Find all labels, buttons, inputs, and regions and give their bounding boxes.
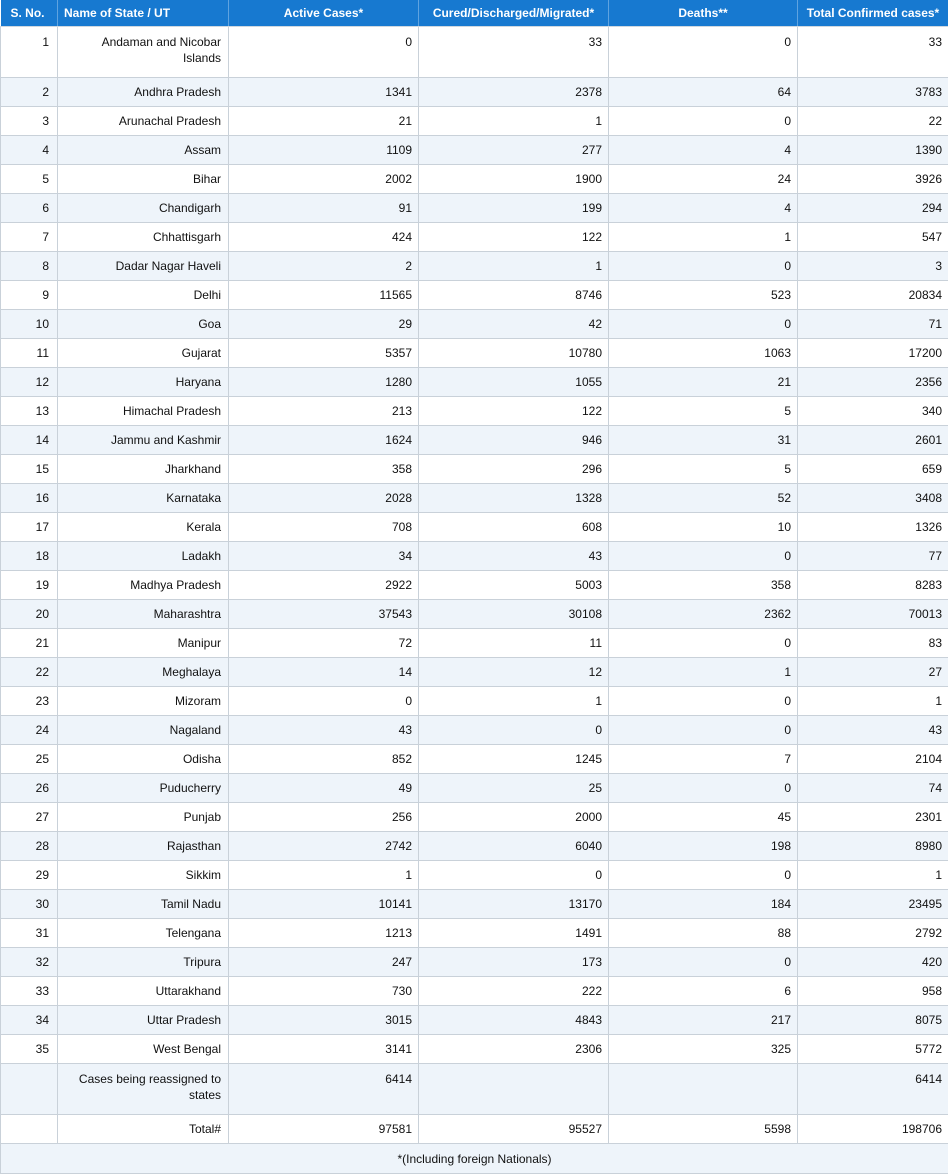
- cell-state-name: Kerala: [58, 513, 229, 542]
- cell-sno: 25: [1, 745, 58, 774]
- cell-active-cases: 2: [229, 252, 419, 281]
- cell-sno: 23: [1, 687, 58, 716]
- cell-total-confirmed: 8283: [798, 571, 948, 600]
- header-total-confirmed: Total Confirmed cases*: [798, 0, 948, 27]
- cell-active-cases: 1109: [229, 136, 419, 165]
- cell-deaths: 4: [609, 136, 798, 165]
- cell-state-name: Meghalaya: [58, 658, 229, 687]
- cell-deaths: 0: [609, 542, 798, 571]
- cell-deaths: 6: [609, 977, 798, 1006]
- cell-active-cases: 91: [229, 194, 419, 223]
- cell-state-name: Delhi: [58, 281, 229, 310]
- cell-active-cases: 72: [229, 629, 419, 658]
- cell-sno: 18: [1, 542, 58, 571]
- cell-sno: 12: [1, 368, 58, 397]
- cell-cured: 199: [419, 194, 609, 223]
- header-cured: Cured/Discharged/Migrated*: [419, 0, 609, 27]
- table-row: [1, 397, 948, 426]
- cell-deaths: 0: [609, 27, 798, 78]
- cell-cured: 1328: [419, 484, 609, 513]
- cell-deaths: 0: [609, 948, 798, 977]
- header-state-name: Name of State / UT: [58, 0, 229, 27]
- cell-sno: 4: [1, 136, 58, 165]
- cell-active-cases: 49: [229, 774, 419, 803]
- cell-state-name: Ladakh: [58, 542, 229, 571]
- table-row: [1, 687, 948, 716]
- table-row: [1, 27, 948, 78]
- table-row: [1, 484, 948, 513]
- cell-state-name: Mizoram: [58, 687, 229, 716]
- cell-sno: 31: [1, 919, 58, 948]
- cell-state-name: Uttarakhand: [58, 977, 229, 1006]
- cell-active-cases: 213: [229, 397, 419, 426]
- cell-total-confirmed: 3926: [798, 165, 948, 194]
- table-row: [1, 426, 948, 455]
- cell-active-cases: 1: [229, 861, 419, 890]
- cell-total-confirmed: 1: [798, 687, 948, 716]
- cell-cured: 296: [419, 455, 609, 484]
- table-row: [1, 281, 948, 310]
- cell-cured: 1: [419, 687, 609, 716]
- cell-state-name: Jammu and Kashmir: [58, 426, 229, 455]
- cell-total-confirmed: 23495: [798, 890, 948, 919]
- cell-cured: 12: [419, 658, 609, 687]
- cell-cured: 1055: [419, 368, 609, 397]
- cell-sno: 29: [1, 861, 58, 890]
- cell-cured: 277: [419, 136, 609, 165]
- cell-total-confirmed: 659: [798, 455, 948, 484]
- cell-active-cases: 852: [229, 745, 419, 774]
- cell-total-confirmed: 22: [798, 107, 948, 136]
- cell-state-name: Sikkim: [58, 861, 229, 890]
- cell-deaths: 325: [609, 1035, 798, 1064]
- cell-state-name: Andaman and Nicobar Islands: [58, 27, 229, 78]
- cell-state-name: Gujarat: [58, 339, 229, 368]
- cell-sno: 33: [1, 977, 58, 1006]
- table-row: [1, 1006, 948, 1035]
- cell-deaths: 0: [609, 687, 798, 716]
- cell-state-name: Uttar Pradesh: [58, 1006, 229, 1035]
- cell-cured: 11: [419, 629, 609, 658]
- cell-state-name: Cases being reassigned to states: [58, 1064, 229, 1115]
- cell-deaths: 184: [609, 890, 798, 919]
- cell-total-confirmed: 420: [798, 948, 948, 977]
- cell-deaths: 31: [609, 426, 798, 455]
- cell-active-cases: 247: [229, 948, 419, 977]
- table-row: [1, 803, 948, 832]
- table-row: [1, 774, 948, 803]
- table-row: [1, 368, 948, 397]
- cell-state-name: Chandigarh: [58, 194, 229, 223]
- cell-deaths: 0: [609, 252, 798, 281]
- table-row: [1, 339, 948, 368]
- cell-state-name: Arunachal Pradesh: [58, 107, 229, 136]
- cell-active-cases: 11565: [229, 281, 419, 310]
- cell-sno: 19: [1, 571, 58, 600]
- table-row: [1, 252, 948, 281]
- cell-cured: 222: [419, 977, 609, 1006]
- table-row: [1, 745, 948, 774]
- cell-total-confirmed: 17200: [798, 339, 948, 368]
- cell-deaths: 217: [609, 1006, 798, 1035]
- cell-sno: 5: [1, 165, 58, 194]
- cell-cured: 608: [419, 513, 609, 542]
- table-row: [1, 919, 948, 948]
- cell-cured: [419, 1064, 609, 1115]
- cell-sno: 1: [1, 27, 58, 78]
- cell-total-confirmed: 198706: [798, 1115, 948, 1144]
- cell-cured: 0: [419, 861, 609, 890]
- cell-total-confirmed: 2601: [798, 426, 948, 455]
- cell-state-name: Andhra Pradesh: [58, 78, 229, 107]
- cell-deaths: 7: [609, 745, 798, 774]
- cell-deaths: 0: [609, 716, 798, 745]
- cell-sno: 20: [1, 600, 58, 629]
- cell-cured: 25: [419, 774, 609, 803]
- cell-cured: 1491: [419, 919, 609, 948]
- header-row: [1, 0, 948, 27]
- cell-state-name: Haryana: [58, 368, 229, 397]
- cell-active-cases: 5357: [229, 339, 419, 368]
- table-row: [1, 658, 948, 687]
- cell-cured: 946: [419, 426, 609, 455]
- cell-deaths: 0: [609, 629, 798, 658]
- cell-total-confirmed: 8980: [798, 832, 948, 861]
- cell-total-confirmed: 70013: [798, 600, 948, 629]
- cell-deaths: 5: [609, 455, 798, 484]
- cell-total-confirmed: 1326: [798, 513, 948, 542]
- cell-sno: 2: [1, 78, 58, 107]
- cell-sno: 6: [1, 194, 58, 223]
- table-row: [1, 165, 948, 194]
- cell-active-cases: 34: [229, 542, 419, 571]
- cell-deaths: 1: [609, 658, 798, 687]
- cell-cured: 1: [419, 107, 609, 136]
- cell-cured: 122: [419, 397, 609, 426]
- cell-deaths: 358: [609, 571, 798, 600]
- cell-deaths: 1: [609, 223, 798, 252]
- cell-sno: 9: [1, 281, 58, 310]
- cell-total-confirmed: 1390: [798, 136, 948, 165]
- cell-active-cases: 1341: [229, 78, 419, 107]
- cell-active-cases: 2002: [229, 165, 419, 194]
- table-row: [1, 1035, 948, 1064]
- cell-deaths: 4: [609, 194, 798, 223]
- cell-total-confirmed: 33: [798, 27, 948, 78]
- cell-deaths: 21: [609, 368, 798, 397]
- cell-active-cases: 708: [229, 513, 419, 542]
- cell-sno: 35: [1, 1035, 58, 1064]
- cell-state-name: Maharashtra: [58, 600, 229, 629]
- cell-total-confirmed: 3: [798, 252, 948, 281]
- cell-cured: 8746: [419, 281, 609, 310]
- cell-state-name: Punjab: [58, 803, 229, 832]
- cell-cured: 173: [419, 948, 609, 977]
- cell-sno: 14: [1, 426, 58, 455]
- table-row: [1, 629, 948, 658]
- cell-sno: [1, 1115, 58, 1144]
- cell-deaths: 88: [609, 919, 798, 948]
- cell-cured: 95527: [419, 1115, 609, 1144]
- cell-total-confirmed: 2792: [798, 919, 948, 948]
- table-row: [1, 977, 948, 1006]
- cell-total-confirmed: 83: [798, 629, 948, 658]
- cell-active-cases: 1624: [229, 426, 419, 455]
- table-row: [1, 136, 948, 165]
- cell-sno: 27: [1, 803, 58, 832]
- cell-sno: [1, 1064, 58, 1115]
- cell-active-cases: 424: [229, 223, 419, 252]
- cell-state-name: Madhya Pradesh: [58, 571, 229, 600]
- table-row: [1, 948, 948, 977]
- cell-active-cases: 2028: [229, 484, 419, 513]
- cell-state-name: Rajasthan: [58, 832, 229, 861]
- cell-deaths: 10: [609, 513, 798, 542]
- cell-active-cases: 730: [229, 977, 419, 1006]
- cell-sno: 3: [1, 107, 58, 136]
- cell-state-name: Tripura: [58, 948, 229, 977]
- cell-active-cases: 358: [229, 455, 419, 484]
- cell-cured: 30108: [419, 600, 609, 629]
- cell-deaths: 1063: [609, 339, 798, 368]
- cell-sno: 22: [1, 658, 58, 687]
- cell-sno: 10: [1, 310, 58, 339]
- table-row: [1, 571, 948, 600]
- table-footer: [1, 1144, 948, 1174]
- cell-cured: 42: [419, 310, 609, 339]
- cell-sno: 30: [1, 890, 58, 919]
- cell-deaths: 0: [609, 310, 798, 339]
- cell-deaths: 0: [609, 774, 798, 803]
- header-deaths: Deaths**: [609, 0, 798, 27]
- cell-cured: 10780: [419, 339, 609, 368]
- cell-total-confirmed: 71: [798, 310, 948, 339]
- cell-state-name: Total#: [58, 1115, 229, 1144]
- cell-total-confirmed: 2356: [798, 368, 948, 397]
- cell-active-cases: 256: [229, 803, 419, 832]
- table-row: [1, 600, 948, 629]
- cell-state-name: Telengana: [58, 919, 229, 948]
- cell-state-name: Goa: [58, 310, 229, 339]
- table-row: [1, 861, 948, 890]
- header-active-cases: Active Cases*: [229, 0, 419, 27]
- cell-active-cases: 14: [229, 658, 419, 687]
- cell-state-name: Tamil Nadu: [58, 890, 229, 919]
- cell-cured: 6040: [419, 832, 609, 861]
- cell-deaths: 45: [609, 803, 798, 832]
- cell-sno: 32: [1, 948, 58, 977]
- cell-total-confirmed: 547: [798, 223, 948, 252]
- cell-cured: 1: [419, 252, 609, 281]
- cell-deaths: 523: [609, 281, 798, 310]
- cell-state-name: West Bengal: [58, 1035, 229, 1064]
- cell-active-cases: 29: [229, 310, 419, 339]
- cell-active-cases: 2742: [229, 832, 419, 861]
- cell-sno: 21: [1, 629, 58, 658]
- cell-sno: 11: [1, 339, 58, 368]
- cell-state-name: Odisha: [58, 745, 229, 774]
- cell-active-cases: 1280: [229, 368, 419, 397]
- reassigned-row: [1, 1064, 948, 1115]
- cell-state-name: Manipur: [58, 629, 229, 658]
- table-row: [1, 890, 948, 919]
- cell-state-name: Puducherry: [58, 774, 229, 803]
- cell-total-confirmed: 3408: [798, 484, 948, 513]
- cell-state-name: Bihar: [58, 165, 229, 194]
- cell-deaths: 52: [609, 484, 798, 513]
- cell-cured: 1900: [419, 165, 609, 194]
- cell-total-confirmed: 43: [798, 716, 948, 745]
- cell-state-name: Himachal Pradesh: [58, 397, 229, 426]
- cell-total-confirmed: 958: [798, 977, 948, 1006]
- table-row: [1, 194, 948, 223]
- cell-total-confirmed: 5772: [798, 1035, 948, 1064]
- table-row: [1, 310, 948, 339]
- cell-sno: 16: [1, 484, 58, 513]
- cell-active-cases: 21: [229, 107, 419, 136]
- cell-state-name: Karnataka: [58, 484, 229, 513]
- cell-sno: 13: [1, 397, 58, 426]
- cell-deaths: 24: [609, 165, 798, 194]
- cell-state-name: Nagaland: [58, 716, 229, 745]
- cell-deaths: 198: [609, 832, 798, 861]
- footnote-row: [1, 1144, 948, 1174]
- table-row: [1, 223, 948, 252]
- cell-total-confirmed: 1: [798, 861, 948, 890]
- table-row: [1, 78, 948, 107]
- cell-cured: 0: [419, 716, 609, 745]
- cell-sno: 7: [1, 223, 58, 252]
- table-row: [1, 455, 948, 484]
- cell-cured: 1245: [419, 745, 609, 774]
- cell-active-cases: 0: [229, 27, 419, 78]
- cell-active-cases: 3141: [229, 1035, 419, 1064]
- cell-total-confirmed: 74: [798, 774, 948, 803]
- table-header: [1, 0, 948, 27]
- cell-cured: 2378: [419, 78, 609, 107]
- cell-sno: 15: [1, 455, 58, 484]
- cell-sno: 24: [1, 716, 58, 745]
- total-row: [1, 1115, 948, 1144]
- cell-cured: 2000: [419, 803, 609, 832]
- cell-active-cases: 10141: [229, 890, 419, 919]
- table-row: [1, 542, 948, 571]
- cell-deaths: 0: [609, 861, 798, 890]
- footnote: *(Including foreign Nationals): [1, 1144, 948, 1174]
- cell-sno: 8: [1, 252, 58, 281]
- cell-cured: 122: [419, 223, 609, 252]
- cell-deaths: 5: [609, 397, 798, 426]
- cell-total-confirmed: 2301: [798, 803, 948, 832]
- cell-active-cases: 43: [229, 716, 419, 745]
- table-row: [1, 513, 948, 542]
- cell-active-cases: 3015: [229, 1006, 419, 1035]
- cell-total-confirmed: 2104: [798, 745, 948, 774]
- cell-cured: 5003: [419, 571, 609, 600]
- cell-state-name: Jharkhand: [58, 455, 229, 484]
- cell-sno: 26: [1, 774, 58, 803]
- cell-deaths: 5598: [609, 1115, 798, 1144]
- cell-total-confirmed: 294: [798, 194, 948, 223]
- cell-sno: 17: [1, 513, 58, 542]
- cell-active-cases: 2922: [229, 571, 419, 600]
- header-sno: S. No.: [1, 0, 58, 27]
- cell-total-confirmed: 20834: [798, 281, 948, 310]
- table-body: [1, 27, 948, 1144]
- cell-total-confirmed: 77: [798, 542, 948, 571]
- cell-total-confirmed: 27: [798, 658, 948, 687]
- table-row: [1, 716, 948, 745]
- cell-cured: 13170: [419, 890, 609, 919]
- table-row: [1, 107, 948, 136]
- cell-sno: 28: [1, 832, 58, 861]
- cell-state-name: Dadar Nagar Haveli: [58, 252, 229, 281]
- cell-total-confirmed: 8075: [798, 1006, 948, 1035]
- cell-state-name: Chhattisgarh: [58, 223, 229, 252]
- cell-active-cases: 37543: [229, 600, 419, 629]
- cell-active-cases: 1213: [229, 919, 419, 948]
- cell-active-cases: 0: [229, 687, 419, 716]
- cell-deaths: 0: [609, 107, 798, 136]
- cell-deaths: [609, 1064, 798, 1115]
- cell-state-name: Assam: [58, 136, 229, 165]
- cell-active-cases: 6414: [229, 1064, 419, 1115]
- cell-cured: 2306: [419, 1035, 609, 1064]
- cell-cured: 4843: [419, 1006, 609, 1035]
- table-row: [1, 832, 948, 861]
- cell-cured: 43: [419, 542, 609, 571]
- cell-deaths: 2362: [609, 600, 798, 629]
- cell-sno: 34: [1, 1006, 58, 1035]
- cell-active-cases: 97581: [229, 1115, 419, 1144]
- cell-cured: 33: [419, 27, 609, 78]
- cell-total-confirmed: 6414: [798, 1064, 948, 1115]
- cell-deaths: 64: [609, 78, 798, 107]
- cell-total-confirmed: 340: [798, 397, 948, 426]
- cell-total-confirmed: 3783: [798, 78, 948, 107]
